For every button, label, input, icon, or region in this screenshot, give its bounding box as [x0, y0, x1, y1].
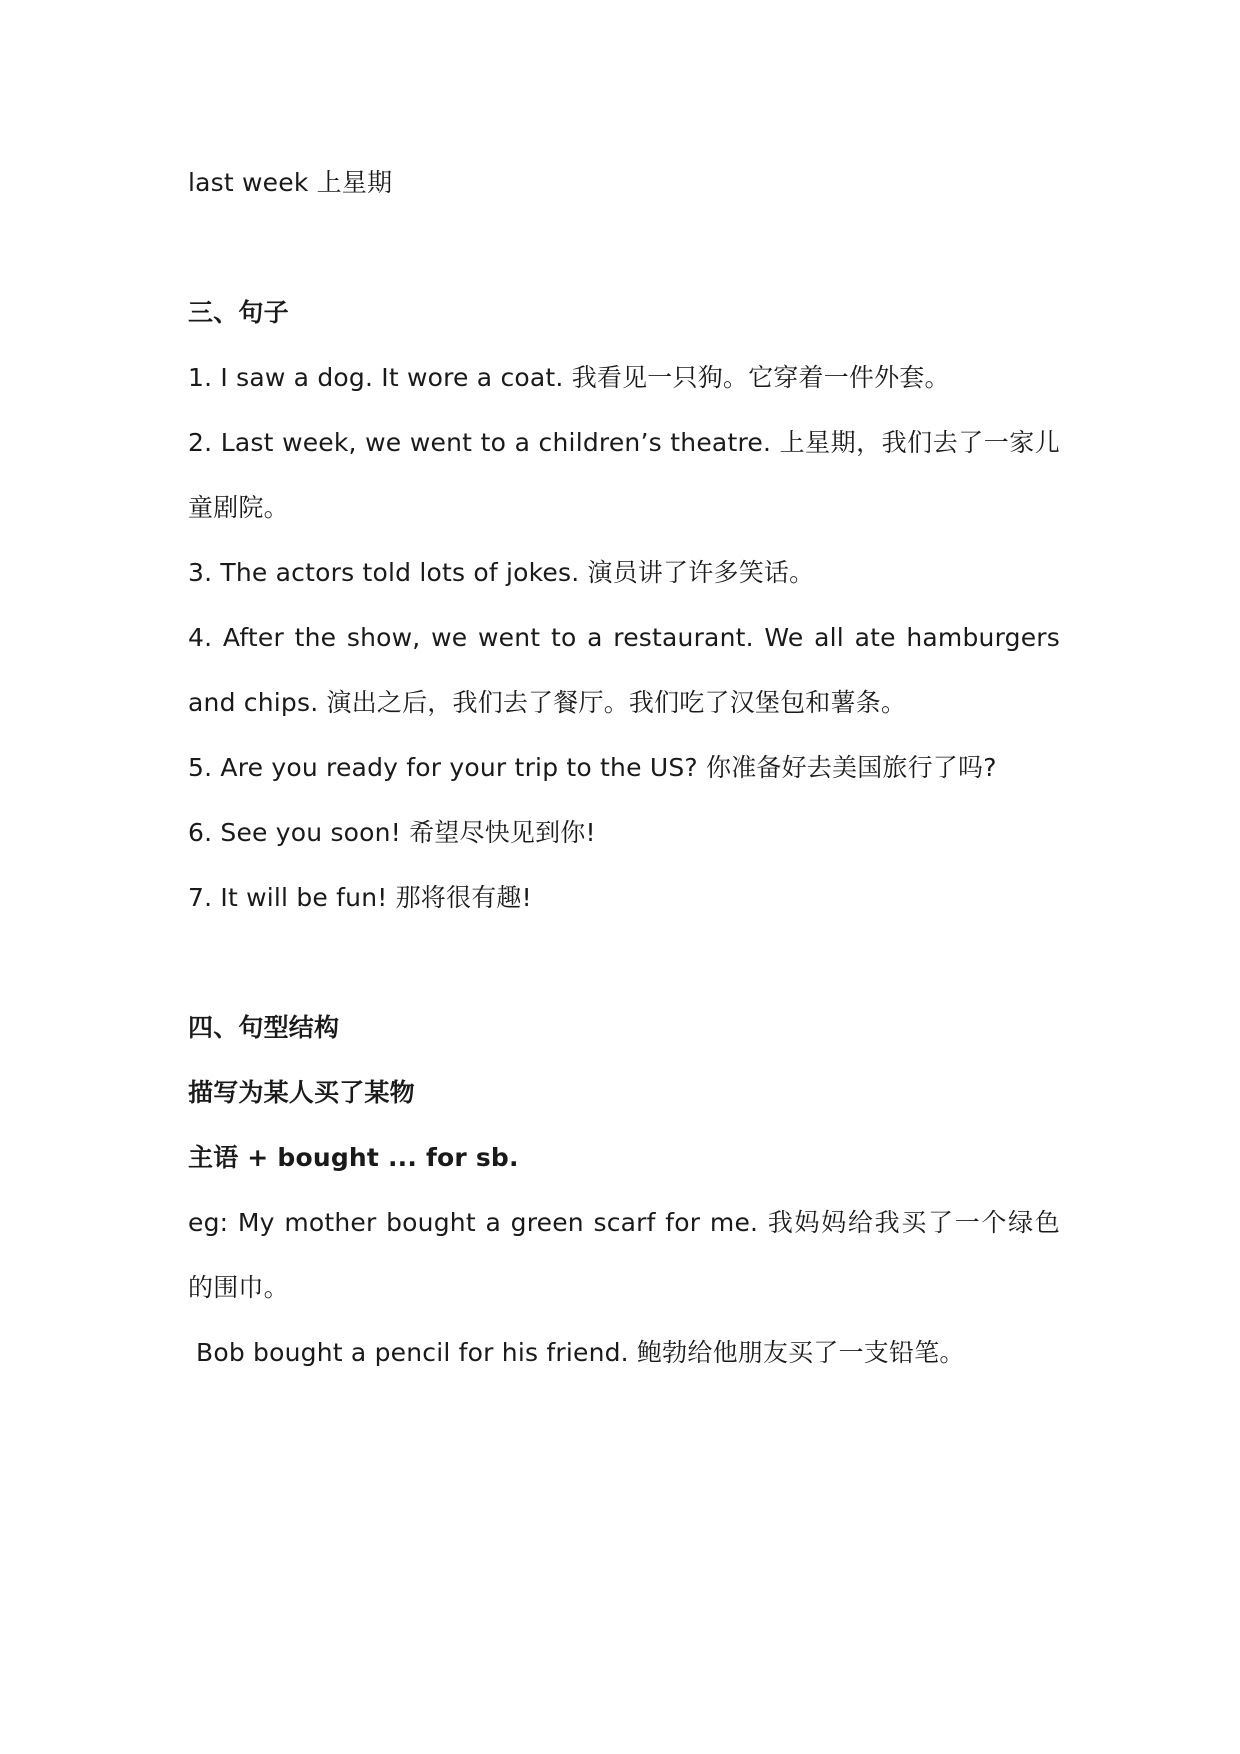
- sentence-2-line-1: 2. Last week, we went to a children’s theatre. 上星期，我们去了一家儿: [188, 428, 1060, 457]
- section-heading-structure: 四、句型结构: [188, 1013, 340, 1042]
- example-2: Bob bought a pencil for his friend. 鲍勃给他朋友买了一支铅笔。: [196, 1338, 965, 1367]
- sentence-4-line-1: 4. After the show, we went to a restaurant. We all ate hamburgers: [188, 623, 1060, 652]
- section-heading-sentences: 三、句子: [188, 298, 289, 327]
- example-1-line-1: eg: My mother bought a green scarf for me. 我妈妈给我买了一个绿色: [188, 1208, 1060, 1237]
- sentence-3: 3. The actors told lots of jokes. 演员讲了许多笑话。: [188, 558, 815, 587]
- sentence-1: 1. I saw a dog. It wore a coat. 我看见一只狗。它穿着一件外套。: [188, 363, 950, 392]
- sentence-2-line-2: 童剧院。: [188, 493, 289, 522]
- sentence-4-line-2: and chips. 演出之后，我们去了餐厅。我们吃了汉堡包和薯条。: [188, 688, 907, 717]
- sentence-5: 5. Are you ready for your trip to the US? 你准备好去美国旅行了吗?: [188, 753, 997, 782]
- vocab-last-week: last week 上星期: [188, 168, 393, 197]
- example-1-line-2: 的围巾。: [188, 1273, 289, 1302]
- sentence-7: 7. It will be fun! 那将很有趣!: [188, 883, 532, 912]
- sentence-6: 6. See you soon! 希望尽快见到你!: [188, 818, 596, 847]
- structure-subheading: 描写为某人买了某物: [188, 1078, 415, 1107]
- structure-pattern: 主语 + bought ... for sb.: [188, 1143, 519, 1172]
